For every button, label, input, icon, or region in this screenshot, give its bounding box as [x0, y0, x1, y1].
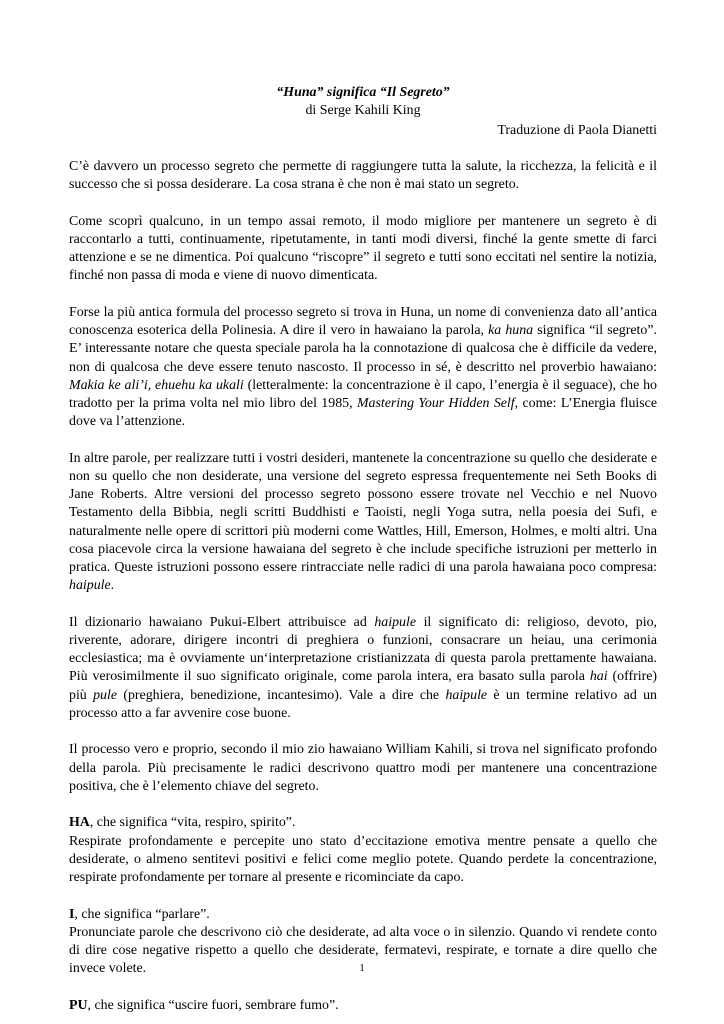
paragraph-6: Il processo vero e proprio, secondo il mio zio hawaiano William Kahili, si trova nel significato profondo della parola. Più precisamente le radici descrivono quattro modi per mantenere una concentrazione positiva, che è l’elemento chiave del segreto. — [69, 742, 657, 794]
term-hai: hai — [589, 669, 608, 685]
document-title: “Huna” significa “Il Segreto” — [276, 85, 450, 100]
paragraph-5-text: (offrire) più — [69, 669, 658, 703]
paragraph-5 — [69, 614, 657, 723]
book-title: Mastering Your Hidden Self — [356, 396, 515, 412]
section-i-term: I — [69, 906, 75, 922]
term-haipule: haipule — [445, 687, 488, 703]
paragraph-4 — [69, 450, 657, 596]
document-author: di Serge Kahili King — [305, 103, 421, 118]
paragraph-5-text: il significato di: religioso, devoto, pio, riverente, adorare, dirigere incontri di preghiera o funzioni, consacrare un heiau, una cerimonia ecclesiastica; ma è ovviamente un‘interpretazione cristianizzata di questa parola prettamente hawaiana. Più verosimilmente il suo significato originale, come parola intera, era basato sulla parola — [69, 614, 657, 685]
paragraph-5-text: è un termine relativo ad un processo atto a far avvenire cose buone. — [69, 687, 657, 721]
term-haipule: haipule — [69, 578, 111, 594]
paragraph-4-text: . — [110, 578, 115, 594]
paragraph-5-text: Il dizionario hawaiano Pukui-Elbert attribuisce ad — [69, 614, 375, 630]
section-pu-meaning: , che significa “uscire fuori, sembrare fumo”. — [87, 997, 339, 1013]
section-ha-body: Respirate profondamente e percepite uno stato d’eccitazione emotiva mentre pensate a quello che desiderate, o almeno sentitevi positivi e felici come meglio potete. Quando perdete la concentrazione, respirate profondamente per tornare al presente e ricominciate da capo. — [69, 833, 657, 886]
section-ha-term: HA — [69, 815, 90, 831]
term-haipule: haipule — [374, 614, 417, 630]
paragraph-3-text: , come: L’Energia fluisce dove va l’attenzione. — [69, 396, 657, 430]
paragraph-3-text: significa “il segreto”. E’ interessante notare che questa speciale parola ha la connotazione di qualcosa che è difficile da vedere, non di qualcosa che deve essere tenuto nascosto. Il processo in sé, è descritto nel proverbio hawaiano: — [69, 323, 657, 375]
paragraph-4-text: In altre parole, per realizzare tutti i vostri desideri, mantenete la concentrazione su quello che desiderate e non su quello che non desiderate, una versione del segreto espressa frequentemente nei Seth Books di Jane Roberts. Altre versioni del processo segreto possono essere trovate nel Vecchio e nel Nuovo Testamento della Bibbia, negli scritti Buddhisti e Taoisti, negli Yoga sutra, nella poesia dei Sufi, e naturalmente nelle opere di scrittori più moderni come Wattles, Hill, Emerson, Holmes, e molti altri. Una cosa piacevole circa la versione hawaiana del segreto è che include specifiche istruzioni per metterlo in pratica. Queste istruzioni possono essere rintracciate nelle radici di una parola hawaiana poco compresa: — [69, 450, 657, 576]
page-number: 1 — [359, 962, 365, 974]
section-ha-heading — [69, 814, 657, 832]
section-i-meaning: , che significa “parlare”. — [74, 906, 210, 922]
section-i-body: Pronunciate parole che descrivono ciò che desiderate, ad alta voce o in silenzio. Quando vi rendete conto di dire cose negative rispetto a quello che desiderate, fermatevi, respirate, e tornate a dire quello che invece volete. — [69, 924, 657, 977]
section-pu-heading — [69, 997, 657, 1015]
paragraph-3-text: Forse la più antica formula del processo segreto si trova in Huna, un nome di convenienza dato all’antica conoscenza esoterica della Polinesia. A dire il vero in hawaiano la parola, — [69, 305, 657, 339]
paragraph-3 — [69, 304, 657, 431]
paragraph-5-text: (preghiera, benedizione, incantesimo). Vale a dire che — [117, 687, 446, 703]
document-body — [69, 84, 657, 1015]
paragraph-1: C’è davvero un processo segreto che permette di raggiungere tutta la salute, la ricchezza, la felicità e il successo che si possa desiderare. La cosa strana è che non è mai stato un segreto. — [69, 159, 657, 193]
paragraph-3-text: (letteralmente: la concentrazione è il capo, l’energia è il seguace), che ho tradotto per la prima volta nel mio libro del 1985, — [69, 377, 657, 412]
document-translator: Traduzione di Paola Dianetti — [497, 123, 657, 138]
section-ha-meaning: , che significa “vita, respiro, spirito”. — [89, 815, 296, 831]
hawaiian-proverb: Makia ke ali’i, ehuehu ka ukali — [69, 377, 244, 393]
section-i-heading — [69, 906, 657, 924]
paragraph-2: Come scoprì qualcuno, in un tempo assai remoto, il modo migliore per mantenere un segreto è di raccontarlo a tutti, continuamente, ripetutamente, in tanti modi diversi, finché la gente smette di farci attenzione e se ne dimentica. Poi qualcuno “riscopre” il segreto e tutti sono eccitati nel sentire la notizia, finché non passa di moda e viene di nuovo dimenticata. — [69, 213, 657, 284]
section-pu-term: PU — [69, 997, 88, 1013]
term-ka-huna: ka huna — [488, 323, 534, 339]
term-pule: pule — [93, 687, 117, 703]
